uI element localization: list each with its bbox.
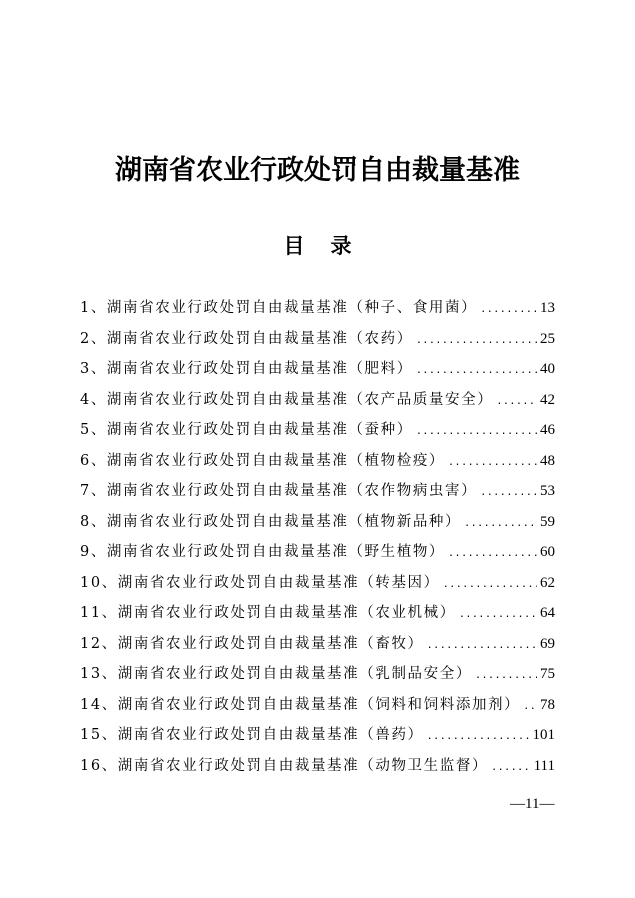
toc-entry-page: 48 (540, 452, 555, 469)
toc-leader-dots (416, 365, 537, 376)
toc-list (80, 296, 555, 784)
toc-entry (80, 418, 555, 449)
toc-entry-page: 46 (540, 422, 555, 438)
toc-entry-page: 69 (540, 635, 555, 652)
toc-leader-dots (480, 304, 537, 315)
toc-entry-page: 25 (540, 330, 555, 347)
toc-entry-label: 13、湖南省农业行政处罚自由裁量基准（乳制品安全） (80, 666, 472, 682)
toc-entry-label: 15、湖南省农业行政处罚自由裁量基准（兽药） (80, 727, 424, 743)
toc-entry-page: 40 (540, 361, 555, 377)
toc-entry-page: 78 (540, 696, 555, 713)
toc-entry-label: 5、湖南省农业行政处罚自由裁量基准（蚕种） (80, 422, 413, 438)
toc-entry-page: 53 (540, 483, 555, 499)
toc-entry (80, 632, 555, 663)
toc-entry (80, 723, 555, 754)
toc-leader-dots (496, 396, 537, 407)
toc-entry (80, 510, 555, 541)
toc-leader-dots (416, 426, 537, 437)
toc-entry-label: 10、湖南省农业行政处罚自由裁量基准（转基因） (80, 574, 440, 591)
toc-entry-label: 11、湖南省农业行政处罚自由裁量基准（农业机械） (80, 605, 456, 621)
toc-leader-dots (427, 640, 537, 651)
toc-leader-dots (459, 609, 537, 620)
toc-leader-dots (475, 670, 537, 681)
toc-leader-dots (427, 731, 530, 742)
toc-entry-label: 4、湖南省农业行政处罚自由裁量基准（农产品质量安全） (80, 391, 494, 408)
toc-entry-page: 60 (540, 544, 555, 560)
toc-entry (80, 479, 555, 510)
toc-entry-label: 1、湖南省农业行政处罚自由裁量基准（种子、食用菌） (80, 300, 478, 316)
toc-entry-label: 12、湖南省农业行政处罚自由裁量基准（畜牧） (80, 635, 424, 652)
toc-entry (80, 540, 555, 571)
toc-entry (80, 693, 555, 724)
toc-heading (0, 230, 635, 260)
toc-leader-dots (523, 701, 537, 712)
toc-entry-page: 64 (540, 605, 555, 621)
toc-entry-label: 8、湖南省农业行政处罚自由裁量基准（植物新品种） (80, 513, 462, 530)
toc-entry-label: 7、湖南省农业行政处罚自由裁量基准（农作物病虫害） (80, 483, 478, 499)
toc-entry (80, 754, 555, 785)
toc-entry-label: 9、湖南省农业行政处罚自由裁量基准（野生植物） (80, 544, 446, 560)
toc-entry (80, 571, 555, 602)
toc-leader-dots (448, 457, 537, 468)
page-number: —11— (510, 796, 555, 812)
toc-leader-dots (464, 518, 537, 529)
toc-entry-label: 14、湖南省农业行政处罚自由裁量基准（饲料和饲料添加剂） (80, 696, 521, 713)
toc-leader-dots (491, 762, 531, 773)
toc-entry-label: 16、湖南省农业行政处罚自由裁量基准（动物卫生监督） (80, 757, 489, 774)
toc-leader-dots (443, 579, 537, 590)
toc-entry (80, 662, 555, 693)
toc-entry-page: 42 (540, 391, 555, 408)
toc-leader-dots (448, 548, 537, 559)
toc-entry (80, 449, 555, 480)
toc-entry-label: 3、湖南省农业行政处罚自由裁量基准（肥料） (80, 361, 413, 377)
toc-entry (80, 296, 555, 327)
toc-entry (80, 327, 555, 358)
toc-heading-char-2: 录 (330, 233, 352, 258)
toc-entry-page: 75 (540, 666, 555, 682)
toc-entry-page: 111 (533, 757, 555, 774)
toc-entry-label: 6、湖南省农业行政处罚自由裁量基准（植物检疫） (80, 452, 446, 469)
toc-entry (80, 357, 555, 388)
toc-entry-page: 13 (540, 300, 555, 316)
document-title: 湖南省农业行政处罚自由裁量基准 (115, 155, 520, 186)
toc-leader-dots (480, 487, 537, 498)
toc-heading-char-1: 目 (283, 233, 305, 258)
toc-entry-page: 59 (540, 513, 555, 530)
toc-entry-page: 62 (540, 574, 555, 591)
toc-entry (80, 388, 555, 419)
toc-entry-label: 2、湖南省农业行政处罚自由裁量基准（农药） (80, 330, 413, 347)
toc-entry-page: 101 (532, 727, 555, 743)
toc-leader-dots (416, 335, 537, 346)
toc-entry (80, 601, 555, 632)
